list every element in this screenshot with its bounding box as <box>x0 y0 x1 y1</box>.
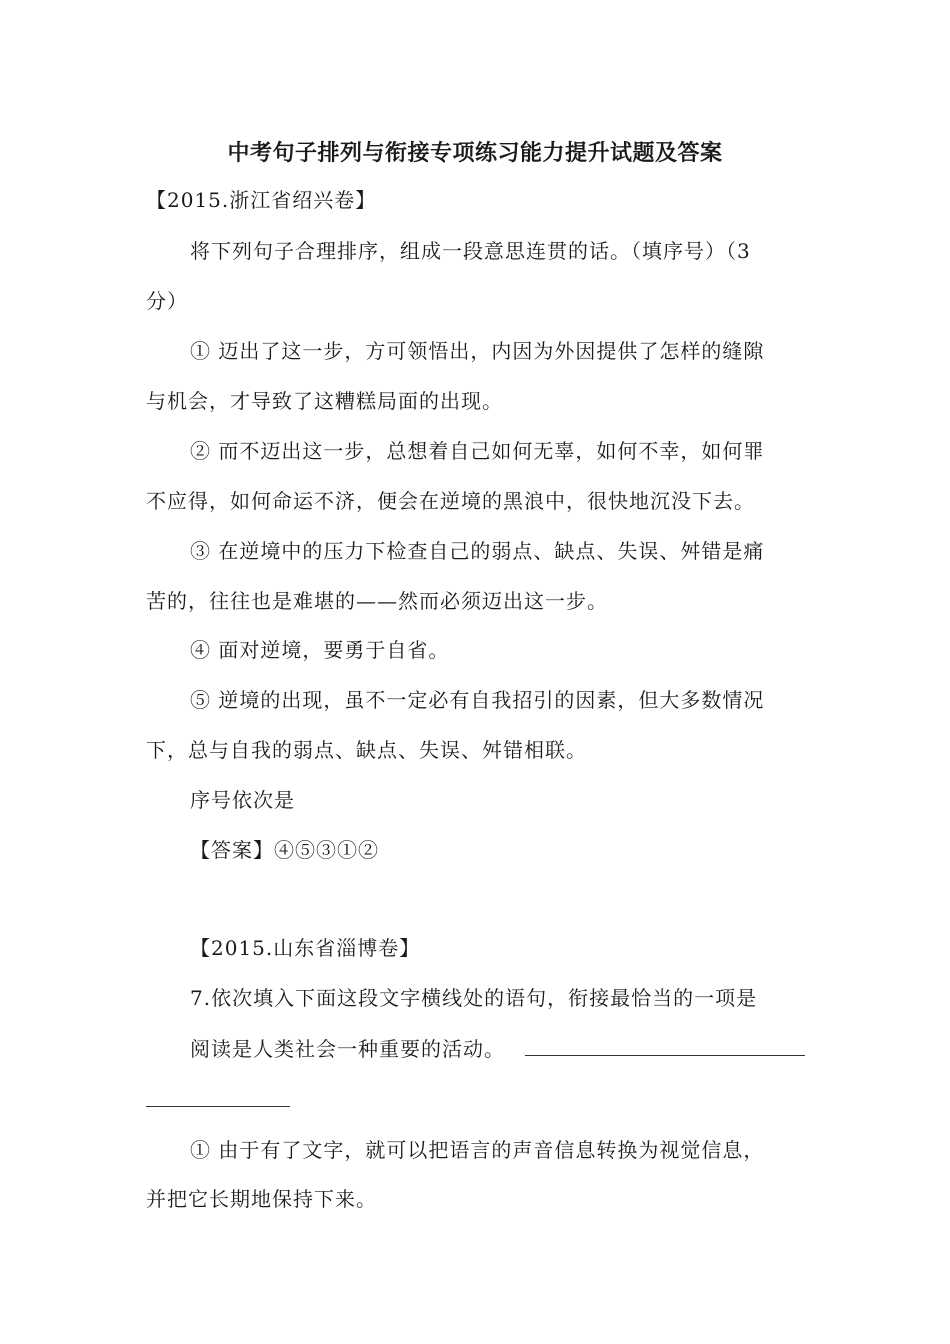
section1-instruction-line1: 将下列句子合理排序，组成一段意思连贯的话。（填序号）（3 <box>190 239 751 263</box>
order-prompt: 序号依次是 <box>190 788 295 812</box>
sentence2-line2: 不应得，如何命运不济，便会在逆境的黑浪中，很快地沉没下去。 <box>146 489 755 513</box>
sentence1-line2: 与机会，才导致了这糟糕局面的出现。 <box>146 389 503 413</box>
fill-blank-line-2 <box>146 1106 290 1107</box>
passage-text: 阅读是人类社会一种重要的活动。 <box>190 1037 505 1061</box>
sentence5-line2: 下，总与自我的弱点、缺点、失误、舛错相联。 <box>146 738 587 762</box>
sentence3-line2: 苦的，往往也是难堪的——然而必须迈出这一步。 <box>146 589 608 613</box>
section2-source: 【2015.山东省淄博卷】 <box>190 936 421 960</box>
sentence5-line1: ⑤ 逆境的出现，虽不一定必有自我招引的因素，但大多数情况 <box>190 688 765 712</box>
option1-line1: ① 由于有了文字，就可以把语言的声音信息转换为视觉信息， <box>190 1138 765 1162</box>
option1-line2: 并把它长期地保持下来。 <box>146 1187 377 1211</box>
answer-text: 【答案】④⑤③①② <box>190 838 379 862</box>
sentence3-line1: ③ 在逆境中的压力下检查自己的弱点、缺点、失误、舛错是痛 <box>190 539 765 563</box>
sentence2-line1: ② 而不迈出这一步，总想着自己如何无辜，如何不幸，如何罪 <box>190 439 765 463</box>
section1-source: 【2015.浙江省绍兴卷】 <box>146 188 377 212</box>
sentence4-line1: ④ 面对逆境，要勇于自省。 <box>190 638 450 662</box>
sentence1-line1: ① 迈出了这一步，方可领悟出，内因为外因提供了怎样的缝隙 <box>190 339 765 363</box>
section1-instruction-line2: 分） <box>146 289 188 313</box>
fill-blank-line-1 <box>525 1055 805 1056</box>
question-7: 7.依次填入下面这段文字横线处的语句，衔接最恰当的一项是 <box>190 986 758 1010</box>
document-title: 中考句子排列与衔接专项练习能力提升试题及答案 <box>227 141 723 166</box>
